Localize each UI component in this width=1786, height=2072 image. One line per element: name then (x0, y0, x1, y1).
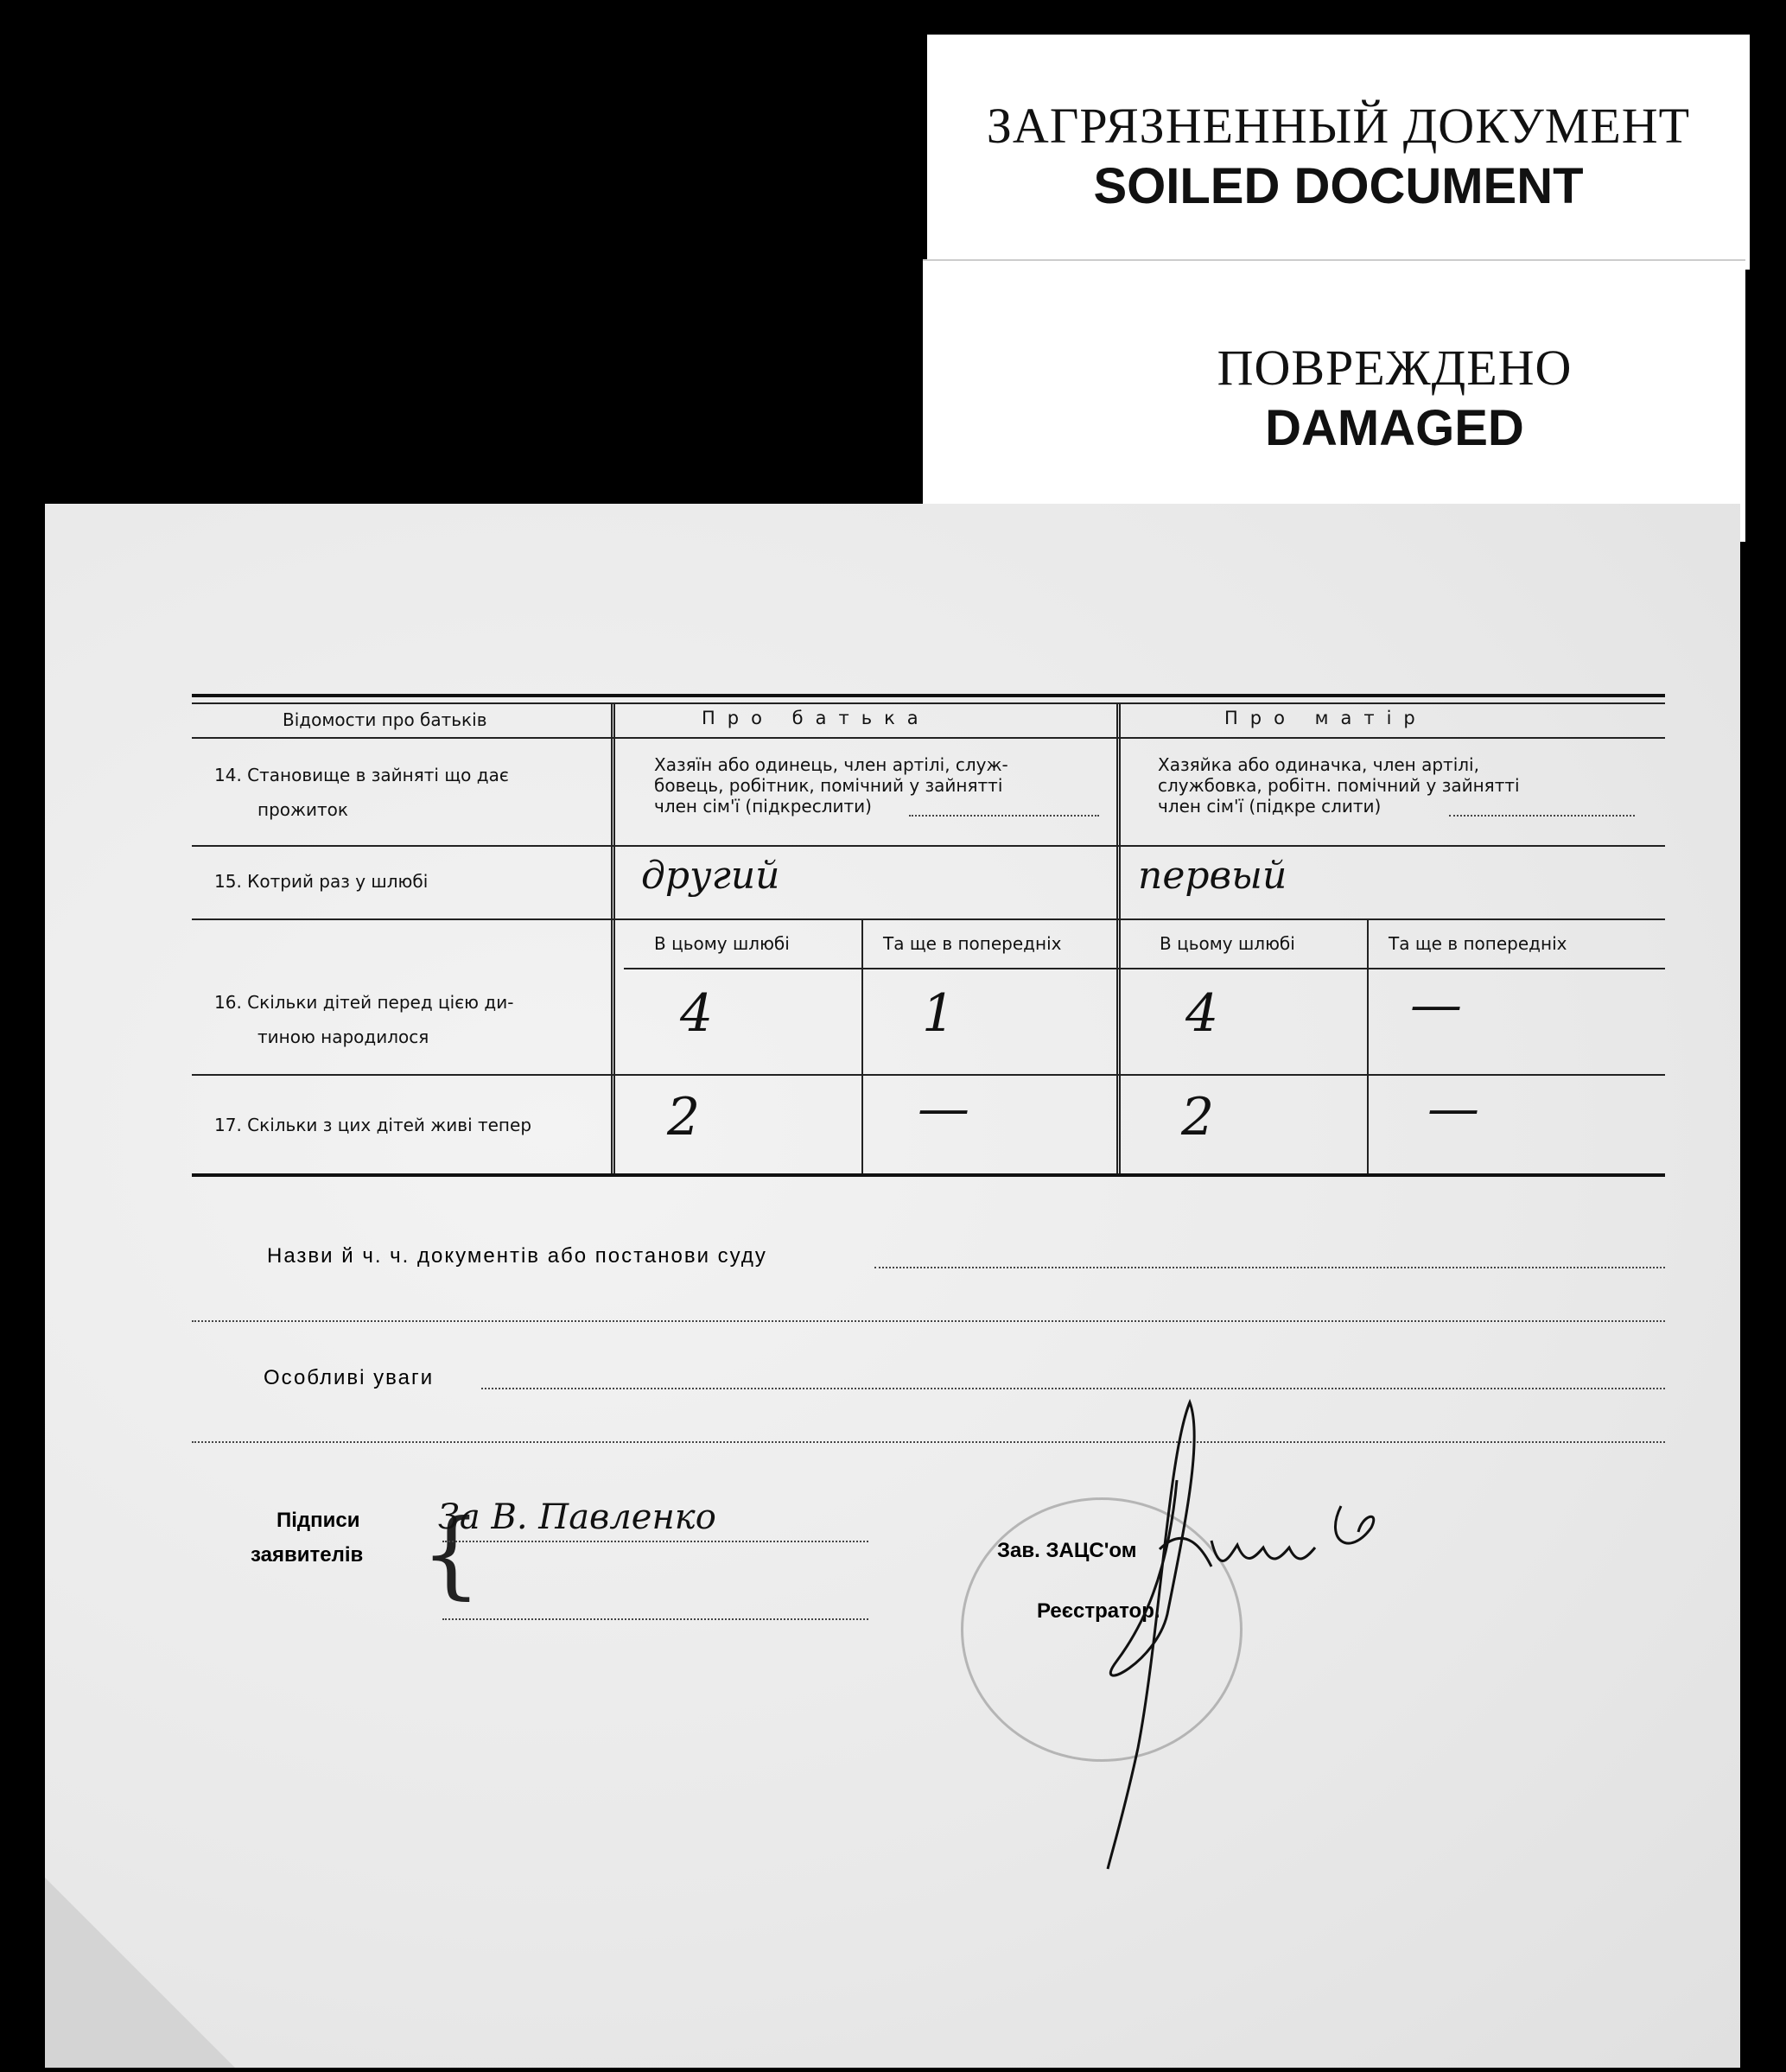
row14-father-line2: бовець, робітник, помічний у зайнятті (654, 775, 1003, 796)
document-page (45, 504, 1740, 2068)
signature-line2 (442, 1618, 868, 1620)
row14-label-line2: прожиток (257, 799, 348, 820)
documents-field-line2 (192, 1320, 1665, 1322)
folded-corner (45, 1878, 235, 2068)
header-father: Про батька (702, 708, 931, 728)
documents-label: Назви й ч. ч. документів або постанови суду (267, 1244, 767, 1268)
remarks-label: Особливі уваги (264, 1366, 435, 1389)
row17-mother-this: 2 (1181, 1087, 1215, 1147)
row15-father-value: другий (641, 854, 780, 898)
documents-field (874, 1267, 1665, 1268)
damaged-label-en: DAMAGED (1265, 400, 1524, 456)
row16-mother-this: 4 (1185, 983, 1219, 1044)
row16-father-this: 4 (680, 983, 714, 1044)
row14-father-line1: Хазяїн або одинець, член артілі, служ- (654, 754, 1008, 775)
soiled-label-card (927, 35, 1750, 270)
subheader-father-this: В цьому шлюбі (654, 933, 790, 954)
soiled-label-ru: ЗАГРЯЗНЕННЫЙ ДОКУМЕНТ (986, 98, 1691, 154)
row17-label: 17. Скільки з цих дітей живі тепер (214, 1115, 532, 1135)
row15-mother-value: первый (1138, 854, 1287, 898)
row14-mother-line2: службовка, робітн. помічний у зайнятті (1158, 775, 1520, 796)
subheader-mother-prev: Та ще в попередніх (1389, 933, 1567, 954)
row16-mother-prev: — (1410, 975, 1462, 1035)
row17-mother-prev: — (1427, 1078, 1479, 1139)
row14-label-line1: 14. Становище в зайняті що дає (214, 765, 509, 785)
header-mother: Про матір (1224, 708, 1427, 728)
header-parents-info: Відомости про батьків (283, 709, 487, 730)
row16-father-prev: 1 (922, 983, 956, 1044)
signature-line1 (442, 1541, 868, 1542)
damaged-label-ru: ПОВРЕЖДЕНО (1217, 340, 1573, 396)
soiled-label-en: SOILED DOCUMENT (1093, 158, 1584, 214)
subheader-father-prev: Та ще в попередніх (883, 933, 1062, 954)
row16-label-line1: 16. Скільки дітей перед цією ди- (214, 992, 514, 1013)
signatures-brace: { (421, 1498, 481, 1609)
signatures-label-line2: заявителів (251, 1543, 364, 1567)
row16-label-line2: тиною народилося (257, 1026, 429, 1047)
registrar-label: Реєстратор. (1037, 1599, 1160, 1623)
row14-father-line3: член сім'ї (підкреслити) (654, 796, 872, 817)
row17-father-prev: — (918, 1078, 969, 1139)
signatures-label-line1: Підписи (276, 1509, 360, 1532)
row17-father-this: 2 (667, 1087, 701, 1147)
parents-info-table (45, 504, 1740, 1195)
row14-mother-line1: Хазяйка або одиначка, член артілі, (1158, 754, 1479, 775)
damaged-label-card (923, 259, 1745, 542)
subheader-mother-this: В цьому шлюбі (1160, 933, 1295, 954)
applicant-signature: За В. Павленко (438, 1497, 716, 1537)
row15-label: 15. Котрий раз у шлюбі (214, 871, 429, 892)
official-signature (1039, 1351, 1522, 1886)
head-label: Зав. ЗАЦС'ом (997, 1539, 1137, 1562)
row14-mother-line3: член сім'ї (підкре слити) (1158, 796, 1382, 817)
